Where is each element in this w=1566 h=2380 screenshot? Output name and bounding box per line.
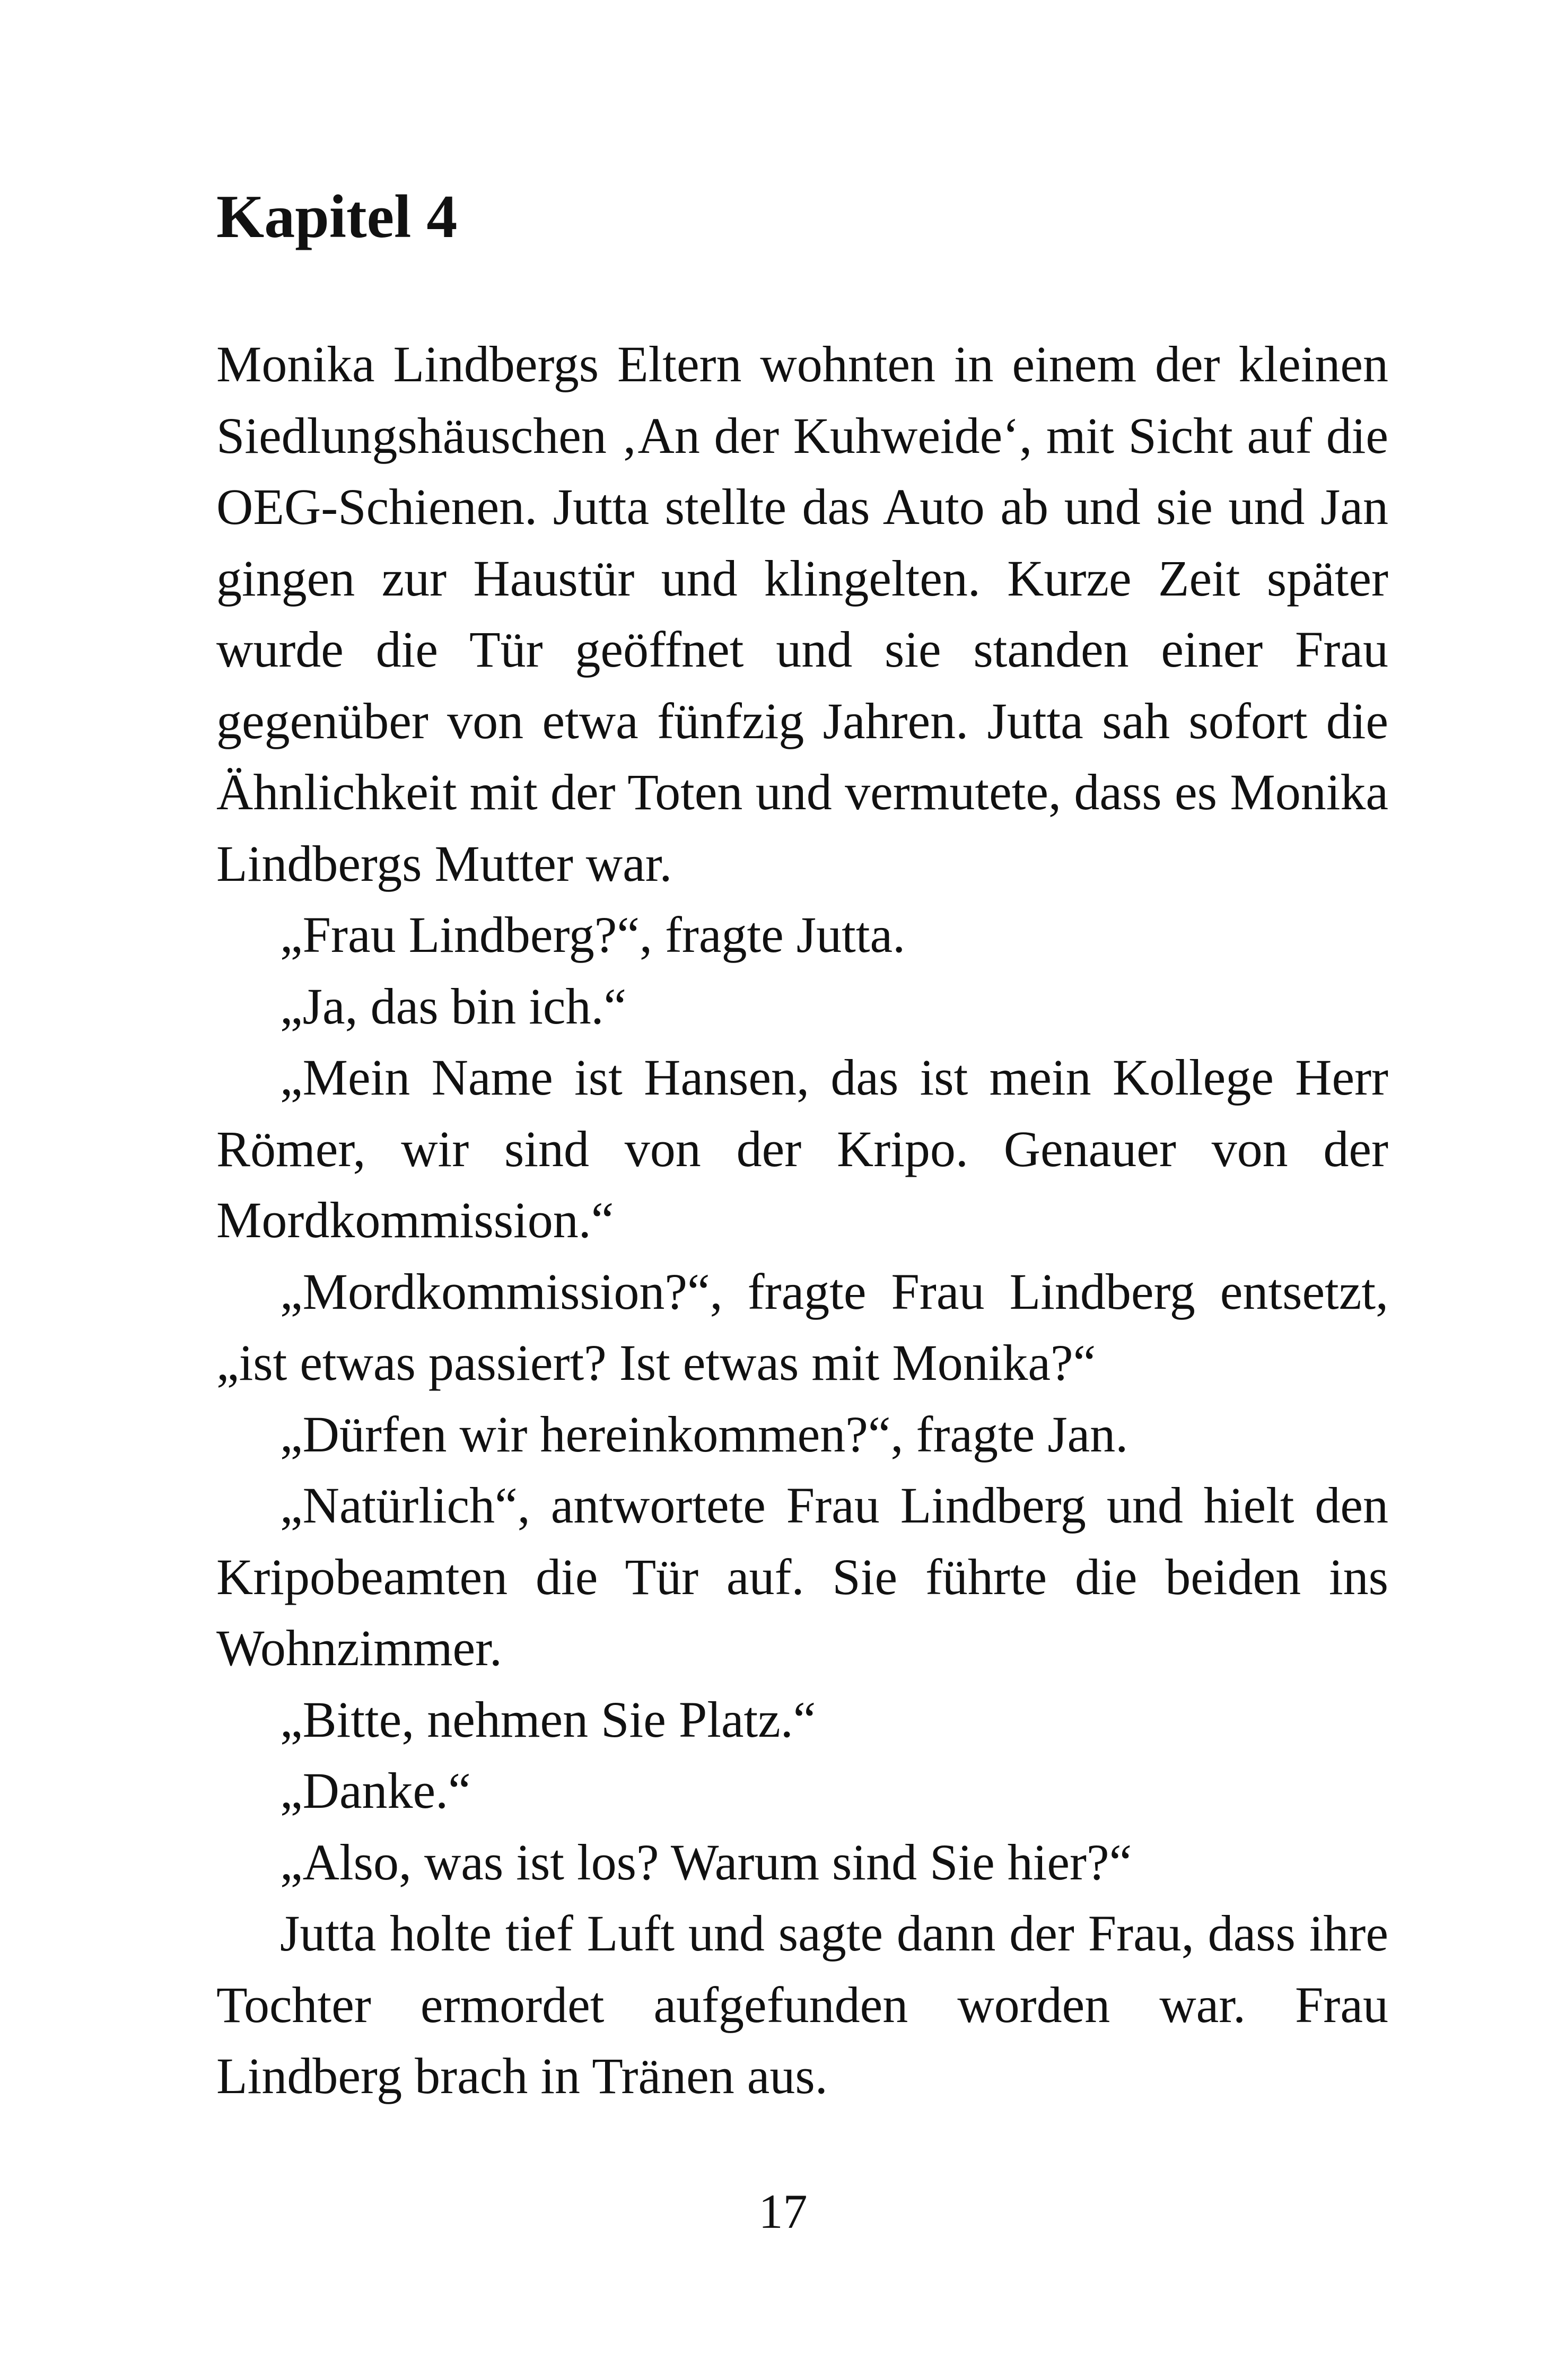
- body-text: [216, 329, 1388, 2112]
- paragraph: „Also, was ist los? Warum sind Sie hier?“: [280, 1833, 1132, 1891]
- chapter-title: Kapitel 4: [216, 183, 458, 251]
- paragraph: „Mordkommission?“, fragte Frau Lindberg entsetzt, „ist etwas passiert? Ist etwas mit Monika?“: [216, 1263, 1388, 1391]
- paragraph: Monika Lindbergs Eltern wohnten in einem der kleinen Siedlungshäuschen ‚An der Kuhweide‘, mit Sicht auf die OEG-Schienen. Jutta stellte das Auto ab und sie und Jan gingen zur Haustür und klingelten. Kurze Zeit später wurde die Tür geöffnet und sie standen einer Frau gegenüber von etwa fünfzig Jahren. Jutta sah sofort die Ähnlichkeit mit der Toten und vermutete, dass es Monika Lindbergs Mutter war.: [216, 336, 1388, 892]
- paragraph: „Danke.“: [280, 1762, 471, 1819]
- paragraph: „Frau Lindberg?“, fragte Jutta.: [280, 906, 906, 963]
- paragraph: Jutta holte tief Luft und sagte dann der Frau, dass ihre Tochter ermordet aufgefunden worden war. Frau Lindberg brach in Tränen aus.: [216, 1905, 1388, 2104]
- paragraph: „Ja, das bin ich.“: [280, 977, 627, 1035]
- page-number: 17: [758, 2184, 808, 2238]
- paragraph: „Mein Name ist Hansen, das ist mein Kollege Herr Römer, wir sind von der Kripo. Genauer von der Mordkommission.“: [216, 1049, 1388, 1248]
- paragraph: „Natürlich“, antwortete Frau Lindberg und hielt den Kripobeamten die Tür auf. Sie führte die beiden ins Wohnzimmer.: [216, 1477, 1388, 1676]
- paragraph: „Dürfen wir hereinkommen?“, fragte Jan.: [280, 1405, 1128, 1463]
- paragraph: „Bitte, nehmen Sie Platz.“: [280, 1691, 816, 1748]
